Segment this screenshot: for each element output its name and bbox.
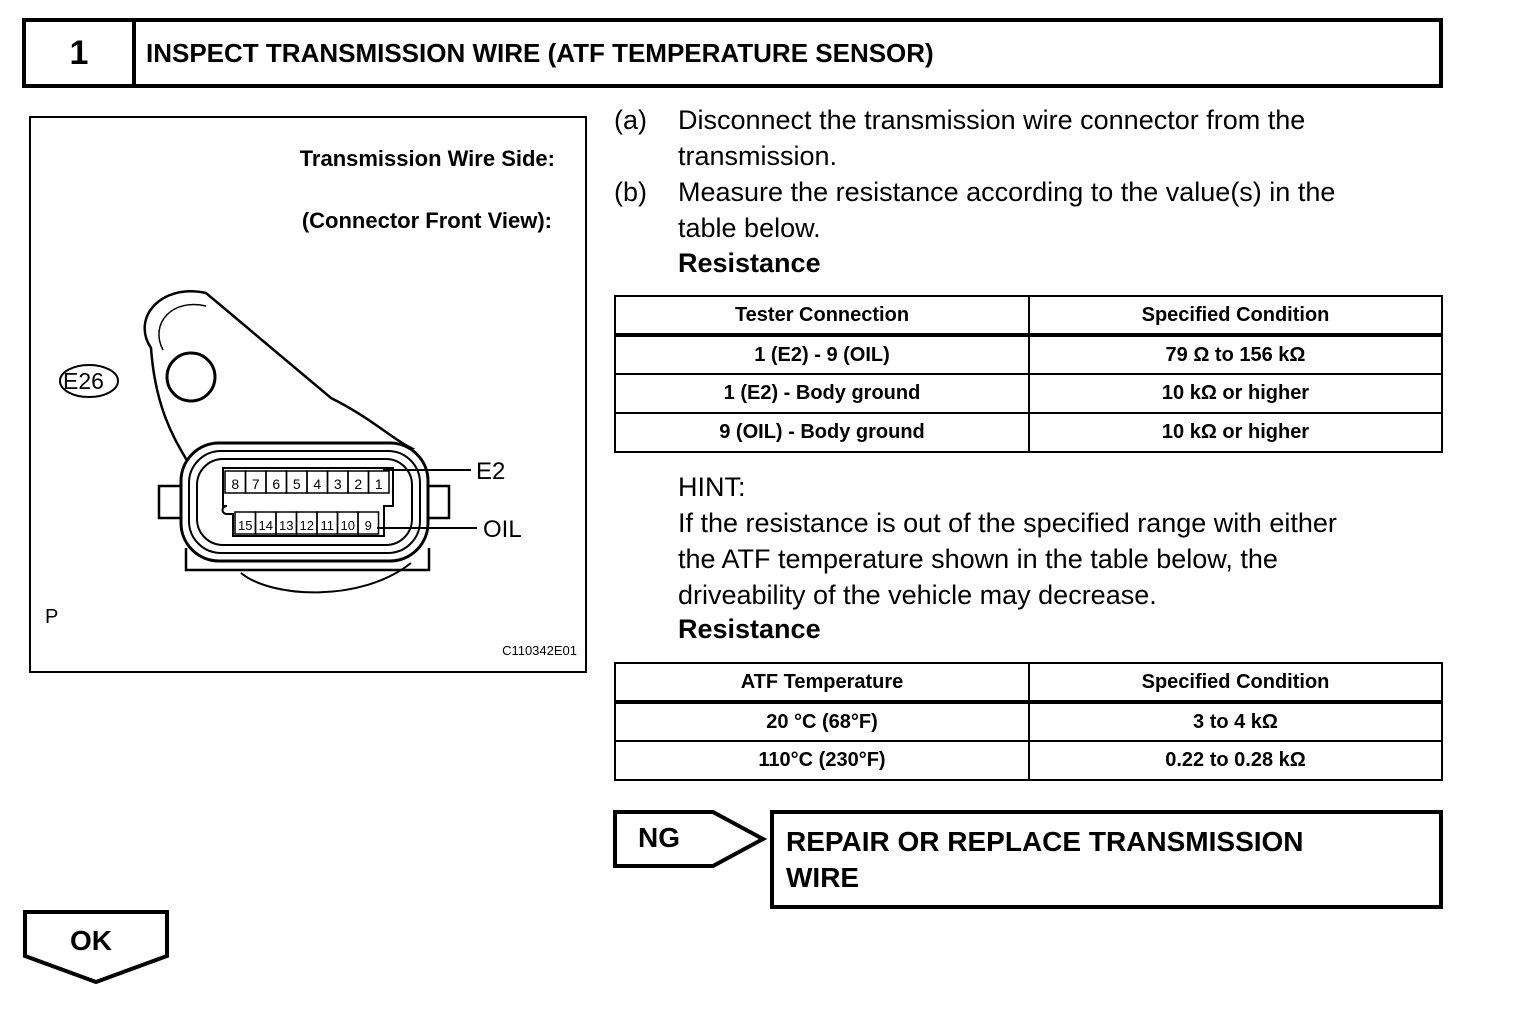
- step-title: INSPECT TRANSMISSION WIRE (ATF TEMPERATURE SENSOR): [146, 37, 934, 68]
- hint-label: HINT:: [678, 472, 746, 502]
- table-cell: 9 (OIL) - Body ground: [615, 413, 1029, 452]
- ng-action-box: [770, 810, 1443, 909]
- bolt-hole: [167, 353, 215, 401]
- connector-figure: [29, 116, 587, 673]
- hint-block: [678, 469, 1438, 613]
- ng-arrow-shape: [613, 810, 769, 868]
- connector-pin-number: 10: [340, 518, 355, 533]
- ng-action-line1: REPAIR OR REPLACE TRANSMISSION: [786, 826, 1304, 857]
- right-tab: [427, 486, 449, 518]
- table-row: [615, 702, 1442, 741]
- instruction-a-line2: transmission.: [678, 141, 838, 171]
- sensor-body-arc: [241, 563, 411, 592]
- table-cell: 1 (E2) - 9 (OIL): [615, 335, 1029, 374]
- left-tab: [159, 486, 181, 518]
- connector-diagram: [31, 118, 589, 675]
- tester-connection-table: [614, 295, 1443, 453]
- resistance-heading-2: Resistance: [678, 614, 821, 644]
- connector-pin-number: 6: [272, 476, 281, 492]
- hint-line3: driveability of the vehicle may decrease.: [678, 580, 1157, 610]
- ok-label: OK: [70, 925, 112, 956]
- connector-pin-number: 8: [231, 476, 240, 492]
- table-cell: 79 Ω to 156 kΩ: [1029, 335, 1442, 374]
- oil-label: OIL: [483, 516, 522, 543]
- e2-label: E2: [476, 458, 506, 485]
- connector-pin-number: 5: [292, 476, 301, 492]
- table-header-cell: Specified Condition: [1029, 296, 1442, 335]
- figure-heading-1: Transmission Wire Side:: [299, 146, 555, 171]
- instruction-b-text: [678, 174, 1438, 246]
- connector-pin-number: 4: [313, 476, 322, 492]
- table-header-cell: Tester Connection: [615, 296, 1029, 335]
- ng-action-line2: WIRE: [786, 862, 860, 893]
- connector-bracket-inner: [159, 304, 206, 350]
- connector-housing-outer: [181, 443, 428, 561]
- table-cell: 0.22 to 0.28 kΩ: [1029, 741, 1442, 780]
- connector-pin-number: 9: [364, 518, 372, 533]
- atf-temperature-table: [614, 662, 1443, 781]
- connector-id-label: E26: [63, 368, 104, 394]
- table-row: [615, 413, 1442, 452]
- connector-pin-number: 3: [333, 476, 342, 492]
- connector-bracket: [145, 291, 411, 468]
- connector-pin-number: 1: [374, 476, 383, 492]
- table-cell: 20 °C (68°F): [615, 702, 1029, 741]
- connector-pin-number: 2: [354, 476, 363, 492]
- ng-label: NG: [638, 822, 680, 853]
- resistance-heading-1: Resistance: [678, 248, 821, 278]
- instruction-a-line1: Disconnect the transmission wire connector from the: [678, 105, 1306, 135]
- hint-line1: If the resistance is out of the specified range with either: [678, 508, 1337, 538]
- table-cell: 10 kΩ or higher: [1029, 413, 1442, 452]
- connector-pin-number: 15: [238, 518, 253, 533]
- figure-heading-2: (Connector Front View):: [301, 208, 552, 233]
- table-header-row: [615, 296, 1442, 335]
- table-header-cell: Specified Condition: [1029, 663, 1442, 702]
- connector-pin-number: 12: [299, 518, 314, 533]
- corner-mark: P: [45, 606, 59, 628]
- table-row: [615, 335, 1442, 374]
- table-cell: 1 (E2) - Body ground: [615, 374, 1029, 413]
- instruction-b-marker: (b): [614, 177, 647, 207]
- instruction-a-text: [678, 102, 1438, 174]
- hint-line2: the ATF temperature shown in the table below, the: [678, 544, 1278, 574]
- step-header: [22, 18, 1443, 88]
- connector-pin-number: 14: [258, 518, 273, 533]
- connector-pin-number: 11: [320, 518, 334, 533]
- table-header-cell: ATF Temperature: [615, 663, 1029, 702]
- table-cell: 110°C (230°F): [615, 741, 1029, 780]
- figure-code: C110342E01: [502, 643, 577, 658]
- instruction-b-line2: table below.: [678, 213, 821, 243]
- table-cell: 10 kΩ or higher: [1029, 374, 1442, 413]
- step-number: 1: [26, 22, 136, 84]
- connector-pin-number: 7: [251, 476, 260, 492]
- instruction-a-marker: (a): [614, 105, 647, 135]
- table-row: [615, 741, 1442, 780]
- table-header-row: [615, 663, 1442, 702]
- connector-pin-number: 13: [279, 518, 294, 533]
- table-cell: 3 to 4 kΩ: [1029, 702, 1442, 741]
- table-row: [615, 374, 1442, 413]
- instruction-b-line1: Measure the resistance according to the value(s) in the: [678, 177, 1336, 207]
